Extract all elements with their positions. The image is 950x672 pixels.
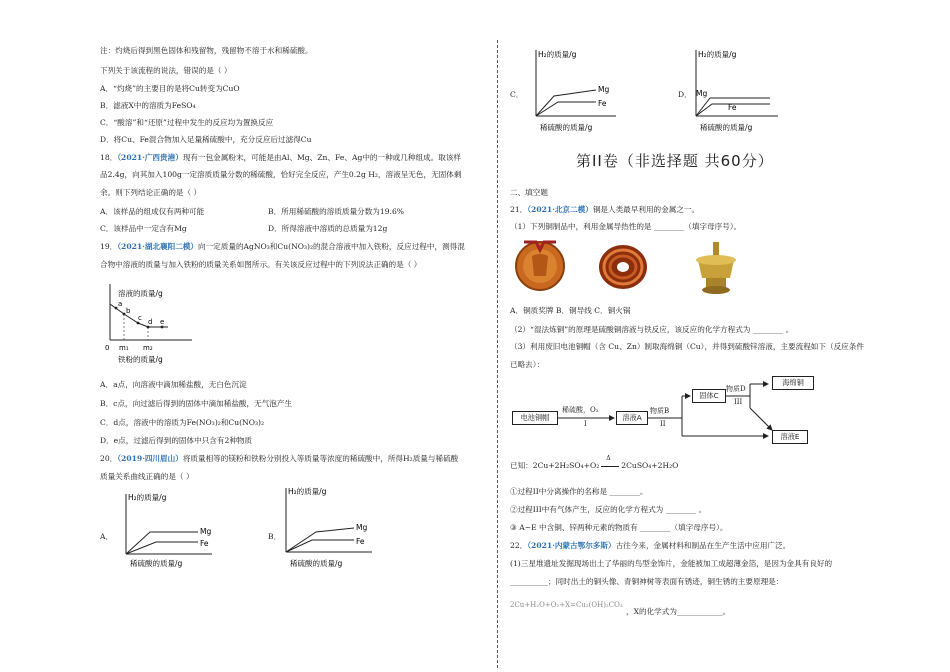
mg-line	[536, 90, 596, 116]
known-prefix: 已知：2Cu+2H₂SO₄+O₂	[510, 461, 600, 470]
h2-x-label: 稀硫酸的质量/g	[130, 559, 183, 568]
q18-number: 18．	[100, 153, 118, 162]
point-c	[137, 322, 140, 325]
sponge-copper-box: 海绵铜	[772, 376, 814, 390]
mg-label: Mg	[696, 89, 708, 98]
q17-option-b: B．滤液X中的溶质为FeSO₄	[100, 101, 196, 110]
h2-y-label: H₂的质量/g	[288, 487, 327, 496]
q18-option-d: D．所得溶液中溶质的总质量为12g	[268, 224, 388, 233]
fe-label: Fe	[356, 537, 365, 546]
h2-x-label: 稀硫酸的质量/g	[290, 559, 343, 568]
q19-text: 向一定质量的AgNO₃和Cu(NO₃)₂的混合溶液中加入铁粉，反应过程中，测得混	[198, 242, 465, 251]
solid-c-box: 固体C	[692, 389, 726, 403]
q19-y-label: 溶液的质量/g	[118, 289, 163, 298]
q21-fill-1: ①过程II中分离操作的名称是 ________。	[510, 487, 648, 496]
step-ii: II	[660, 420, 666, 428]
mg-label: Mg	[200, 527, 212, 536]
q21-sub3-line1: （3）利用废旧电池铜帽（含 Cu、Zn）制取海绵铜（Cu），并得到硫酸锌溶液，主要流程如下（反应条件	[510, 342, 864, 351]
battery-cap-box: 电池铜帽	[512, 411, 558, 425]
q18-stem-line1	[100, 153, 461, 163]
q22-text: 古往今来，金属材料和制品在生产生活中应用广泛。	[615, 541, 791, 550]
q22-rust-equation: 2Cu+H₂O+O₂+X=Cu₂(OH)₂CO₃	[510, 601, 623, 609]
q20-option-b-label: B．	[268, 532, 282, 541]
q19-graph	[102, 280, 212, 370]
q21-stem	[510, 205, 699, 215]
label-a: a	[118, 300, 123, 308]
q21-fill-2: ②过程III中有气体产生，反应的化学方程式为 ________ 。	[510, 505, 707, 514]
q17-option-d: D．将Cu、Fe混合物加入足量稀硫酸中，充分反应后过滤得Cu	[100, 135, 312, 144]
point-b	[123, 313, 126, 316]
copper-medal-image	[516, 242, 564, 290]
solution-a-box: 溶液A	[616, 411, 648, 425]
q20-graph-b	[280, 484, 390, 572]
q18-stem-line3: 余。则下列结论正确的是（ ）	[100, 188, 202, 197]
note-line: 注：灼烧后得到黑色固体和残留物，残留物不溶于水和稀硫酸。	[100, 46, 313, 55]
q18-source: （2021·广西贵港）	[117, 153, 183, 162]
h2-y-label: H₂的质量/g	[538, 50, 577, 59]
q18-stem-line2: 品2.4g，向其加入100g一定溶质质量分数的稀硫酸，恰好完全反应，产生0.2g H₂，溶液呈无色，无固体剩	[100, 170, 462, 179]
q21-source: （2021·北京二模）	[527, 205, 593, 214]
h2-y-label: H₂的质量/g	[128, 493, 167, 502]
q19-option-c: C．d点，溶液中的溶质为Fe(NO₃)₂和Cu(NO₃)₂	[100, 418, 265, 427]
q20-number: 20．	[100, 454, 118, 463]
label-e: e	[160, 318, 165, 326]
reagent-d: 物质D	[726, 385, 746, 393]
solution-e-box: 溶液E	[772, 430, 808, 444]
fe-label: Fe	[598, 99, 607, 108]
q20-source: （2019·四川眉山）	[117, 454, 183, 463]
q18-option-a: A．该样品的组成仅有两种可能	[100, 207, 205, 216]
q22-x-formula: ，X的化学式为____________。	[626, 607, 731, 616]
column-divider	[497, 40, 498, 668]
mg-label: Mg	[356, 523, 368, 532]
section-title: 第II卷（非选择题 共60分）	[576, 152, 774, 170]
label-c: c	[138, 314, 142, 322]
fe-label: Fe	[200, 539, 209, 548]
delta-symbol: Δ	[606, 455, 611, 462]
known-equation	[510, 455, 679, 471]
h2-x-label: 稀硫酸的质量/g	[700, 123, 753, 132]
q18-option-c: C．该样品中一定含有Mg	[100, 224, 187, 233]
q18-option-b: B．所用稀硫酸的溶质质量分数为19.6%	[268, 207, 405, 216]
reagent-b: 物质B	[650, 407, 670, 415]
q19-stem-line2: 合物中溶液的质量与加入铁粉的质量关系如图所示。有关该反应过程中的下列说法正确的是（ ）	[100, 260, 422, 269]
q19-option-d: D．e点，过滤后得到的固体中只含有2种物质	[100, 436, 253, 445]
q21-number: 21．	[510, 205, 528, 214]
q21-sub3-line2: 已略去）：	[510, 360, 545, 369]
mg-label: Mg	[598, 85, 610, 94]
process-flow-diagram	[510, 374, 840, 446]
q20-stem-line1	[100, 454, 458, 464]
copper-wire-image	[599, 245, 647, 289]
q20-text: 将质量相等的镁粉和铁粉分别投入等质量等浓度的稀硫酸中，所得H₂质量与稀硫酸	[182, 454, 459, 463]
q22-sub1-cont: __________；同时出土的铜头像、青铜神树等表面有锈迹，铜生锈的主要原理是：	[510, 577, 784, 586]
q22-source: （2021·内蒙古鄂尔多斯）	[527, 541, 616, 550]
q20-option-a-label: A．	[100, 532, 114, 541]
q19-source: （2021·湖北襄阳二模）	[117, 242, 198, 251]
q17-option-c: C．“酸溶”和“还原”过程中发生的反应均为置换反应	[100, 118, 274, 127]
reaction-line	[601, 466, 619, 467]
q21-options: A．铜质奖牌 B．铜导线 C．铜火锅	[510, 306, 631, 315]
arrow-to-sol-e	[750, 408, 772, 430]
point-d	[147, 326, 150, 329]
q20-option-c-label: C．	[510, 90, 524, 99]
q17-option-a: A．“灼烧”的主要目的是将Cu转变为CuO	[100, 84, 240, 93]
q19-number: 19．	[100, 242, 118, 251]
step-i: I	[584, 420, 587, 428]
known-suffix: 2CuSO₄+2H₂O	[621, 461, 679, 470]
reagent-1: 稀硫酸，O₂	[562, 406, 599, 414]
q22-stem	[510, 541, 790, 551]
step-iii: III	[734, 398, 743, 406]
mg-line	[126, 532, 198, 554]
label-b: b	[126, 307, 131, 315]
origin-label: 0	[105, 344, 110, 352]
q22-number: 22．	[510, 541, 528, 550]
h2-x-label: 稀硫酸的质量/g	[540, 123, 593, 132]
q20-graph-a	[120, 490, 230, 572]
m2-label: m₂	[143, 344, 153, 352]
q19-option-a: A．a点，向溶液中滴加稀盐酸，无白色沉淀	[100, 380, 247, 389]
q17-stem: 下列关于该流程的说法，错误的是（ ）	[100, 66, 232, 75]
fe-line	[286, 540, 354, 552]
h2-y-label: H₂的质量/g	[698, 50, 737, 59]
point-e	[161, 326, 164, 329]
q20-graph-d	[690, 40, 800, 136]
q21-fill-3: ③ A~E 中含铜、锌两种元素的物质有 ________（填字母序号）。	[510, 523, 728, 532]
part-heading: 二、填空题	[510, 188, 548, 197]
copper-items-picture	[510, 236, 770, 298]
fe-line	[536, 102, 596, 116]
q21-sub1: （1）下列铜制品中，利用金属导热性的是 ________（填字母序号）。	[510, 222, 742, 231]
label-d: d	[148, 318, 153, 326]
q19-option-b: B．c点，向过滤后得到的固体中滴加稀盐酸，无气泡产生	[100, 399, 293, 408]
q18-text: 现有一包金属粉末，可能是由Al、Mg、Zn、Fe、Ag中的一种或几种组成。取该样	[182, 153, 462, 162]
q20-stem-line2: 质量关系曲线正确的是（ ）	[100, 472, 194, 481]
q22-sub1: (1)三星堆遗址发掘现场出土了华丽的鸟型金饰片，金能被加工成超薄金箔，是因为金具有良好的	[510, 559, 833, 568]
heat-arrow	[599, 455, 621, 471]
q21-sub2: （2）“湿法炼铜”的原理是硫酸铜溶液与铁反应，该反应的化学方程式为 ________ 。	[510, 325, 794, 334]
point-a	[115, 307, 118, 310]
q21-text: 铜是人类最早利用的金属之一。	[592, 205, 700, 214]
q20-option-d-label: D．	[678, 90, 692, 99]
copper-hotpot-image	[696, 242, 736, 294]
q19-stem-line1	[100, 242, 465, 252]
m1-label: m₁	[119, 344, 129, 352]
fe-label: Fe	[728, 103, 737, 112]
q19-x-label: 铁粉的质量/g	[118, 355, 163, 364]
q20-graph-c	[528, 40, 638, 136]
